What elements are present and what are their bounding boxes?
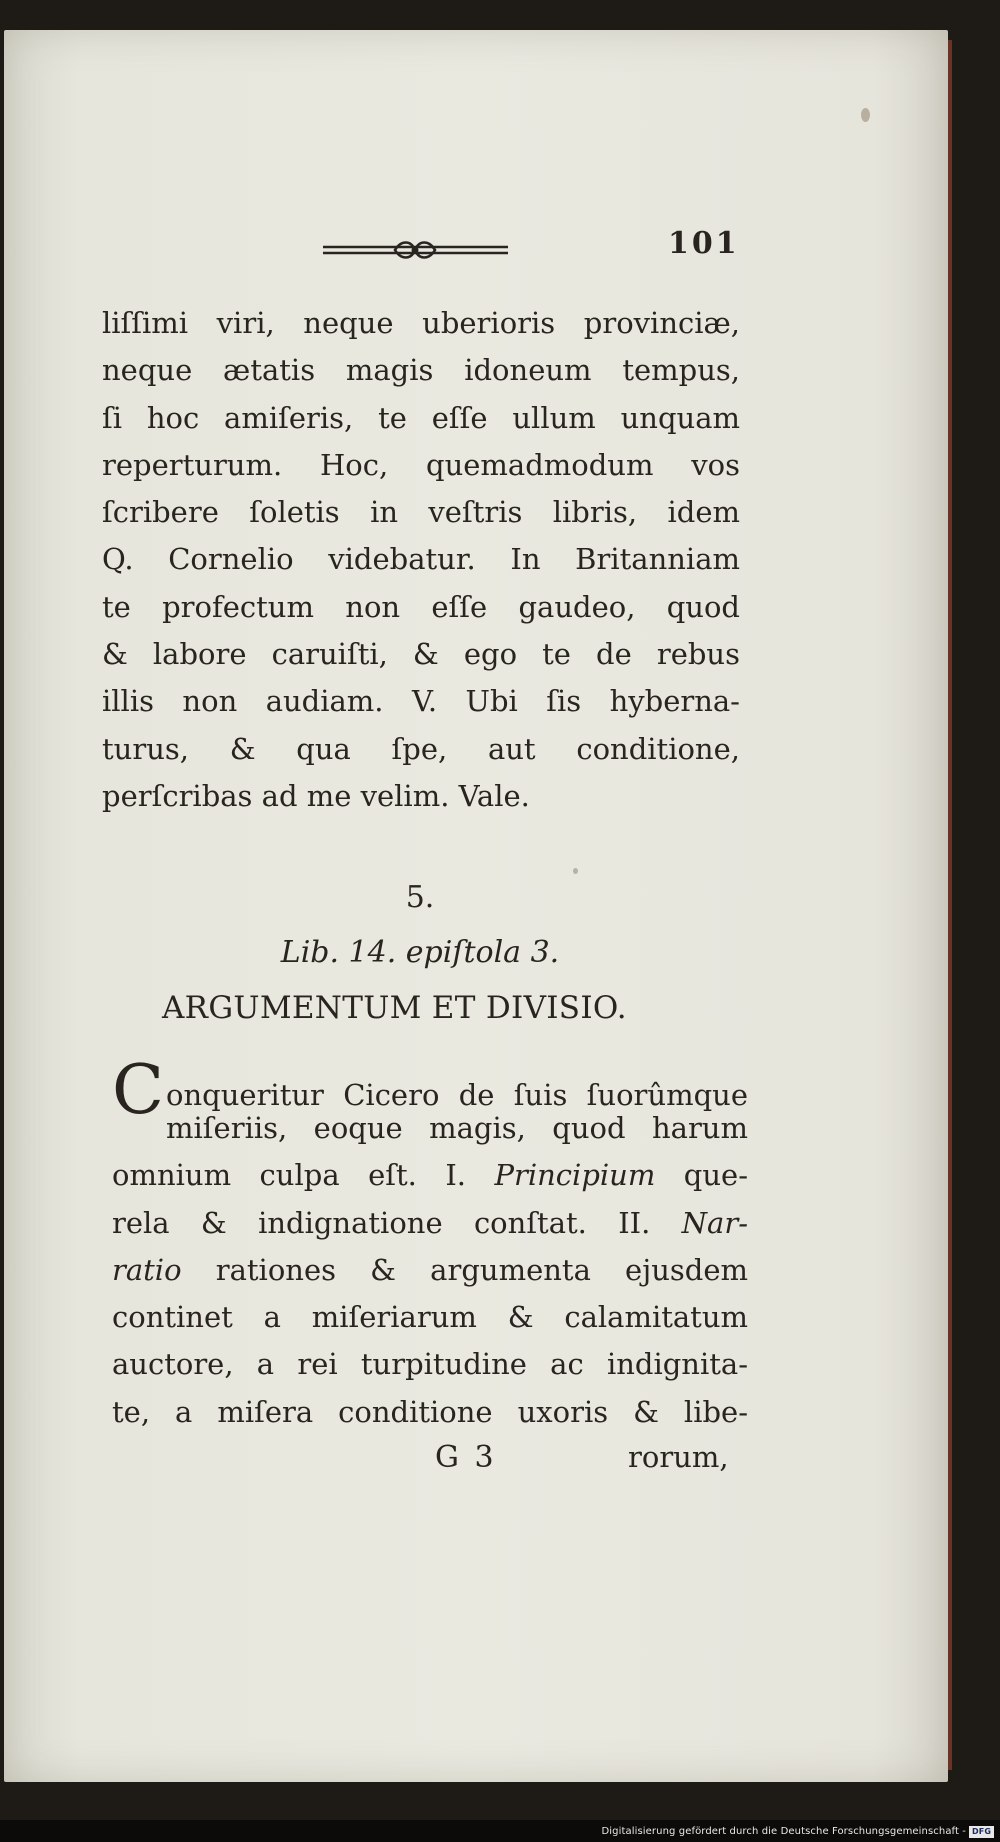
text-run: rela & indignatione conſtat. II.: [112, 1205, 682, 1240]
emphasis: Nar-: [681, 1205, 748, 1240]
text-line: reperturum. Hoc, quemadmodum vos: [102, 447, 740, 482]
emphasis: ratio: [112, 1252, 182, 1287]
text-run: que-: [655, 1158, 749, 1193]
section-title: ARGUMENTUM ET DIVISIO.: [162, 990, 627, 1026]
text-line: ſi hoc amiſeris, te eſſe ullum unquam: [102, 400, 740, 435]
text-line: Q. Cornelio videbatur. In Britanniam: [102, 542, 740, 577]
letter-number: 5.: [405, 880, 435, 915]
text-line: turus, & qua ſpe, aut conditione,: [102, 731, 740, 766]
text-line: [112, 1200, 748, 1247]
text-line: onqueritur Cicero de ſuis ſuorûmque: [166, 1078, 748, 1112]
paragraph-2: [112, 1051, 749, 1436]
text-run: omnium culpa eſt. I.: [112, 1158, 495, 1193]
text-line: [112, 1152, 748, 1199]
ornament-rule: [323, 238, 508, 262]
text-line: liſſimi viri, neque uberioris provinciæ,: [102, 306, 740, 340]
text-line: illis non audiam. V. Ubi ſis hyberna-: [102, 684, 740, 719]
text-line: continet a miſeriarum & calamitatum: [112, 1300, 748, 1335]
credit-text: Digitalisierung gefördert durch die Deutsche Forschungsgemeinschaft -: [601, 1826, 967, 1837]
text-line: te profectum non eſſe gaudeo, quod: [102, 589, 740, 624]
text-line: te, a miſera conditione uxoris & libe-: [112, 1394, 748, 1429]
drop-cap: C: [112, 1051, 165, 1130]
text-line: [112, 1247, 748, 1294]
text-line: ſcribere ſoletis in veſtris libris, idem: [102, 495, 740, 530]
text-line: neque ætatis magis idoneum tempus,: [102, 353, 740, 388]
paragraph-1: [102, 300, 740, 820]
text-line: miſeriis, eoque magis, quod harum: [166, 1111, 748, 1145]
catchword: rorum,: [628, 1440, 729, 1474]
paper-spot: [861, 108, 870, 122]
text-line: perſcribas ad me velim. Vale.: [102, 778, 530, 813]
paper-spot: [573, 868, 578, 874]
text-run: rationes & argumenta ejusdem: [181, 1252, 748, 1287]
signature-mark: G 3: [435, 1440, 497, 1475]
dfg-logo: DFG: [969, 1826, 994, 1838]
digitization-credit: [601, 1826, 994, 1838]
book-reference: Lib. 14. epiſtola 3.: [280, 935, 560, 970]
emphasis: Principium: [494, 1158, 656, 1193]
page-edge: [948, 40, 952, 1770]
text-line: & labore caruiſti, & ego te de rebus: [102, 637, 740, 672]
page-number: 101: [668, 226, 740, 261]
text-line: auctore, a rei turpitudine ac indignita-: [112, 1347, 748, 1382]
